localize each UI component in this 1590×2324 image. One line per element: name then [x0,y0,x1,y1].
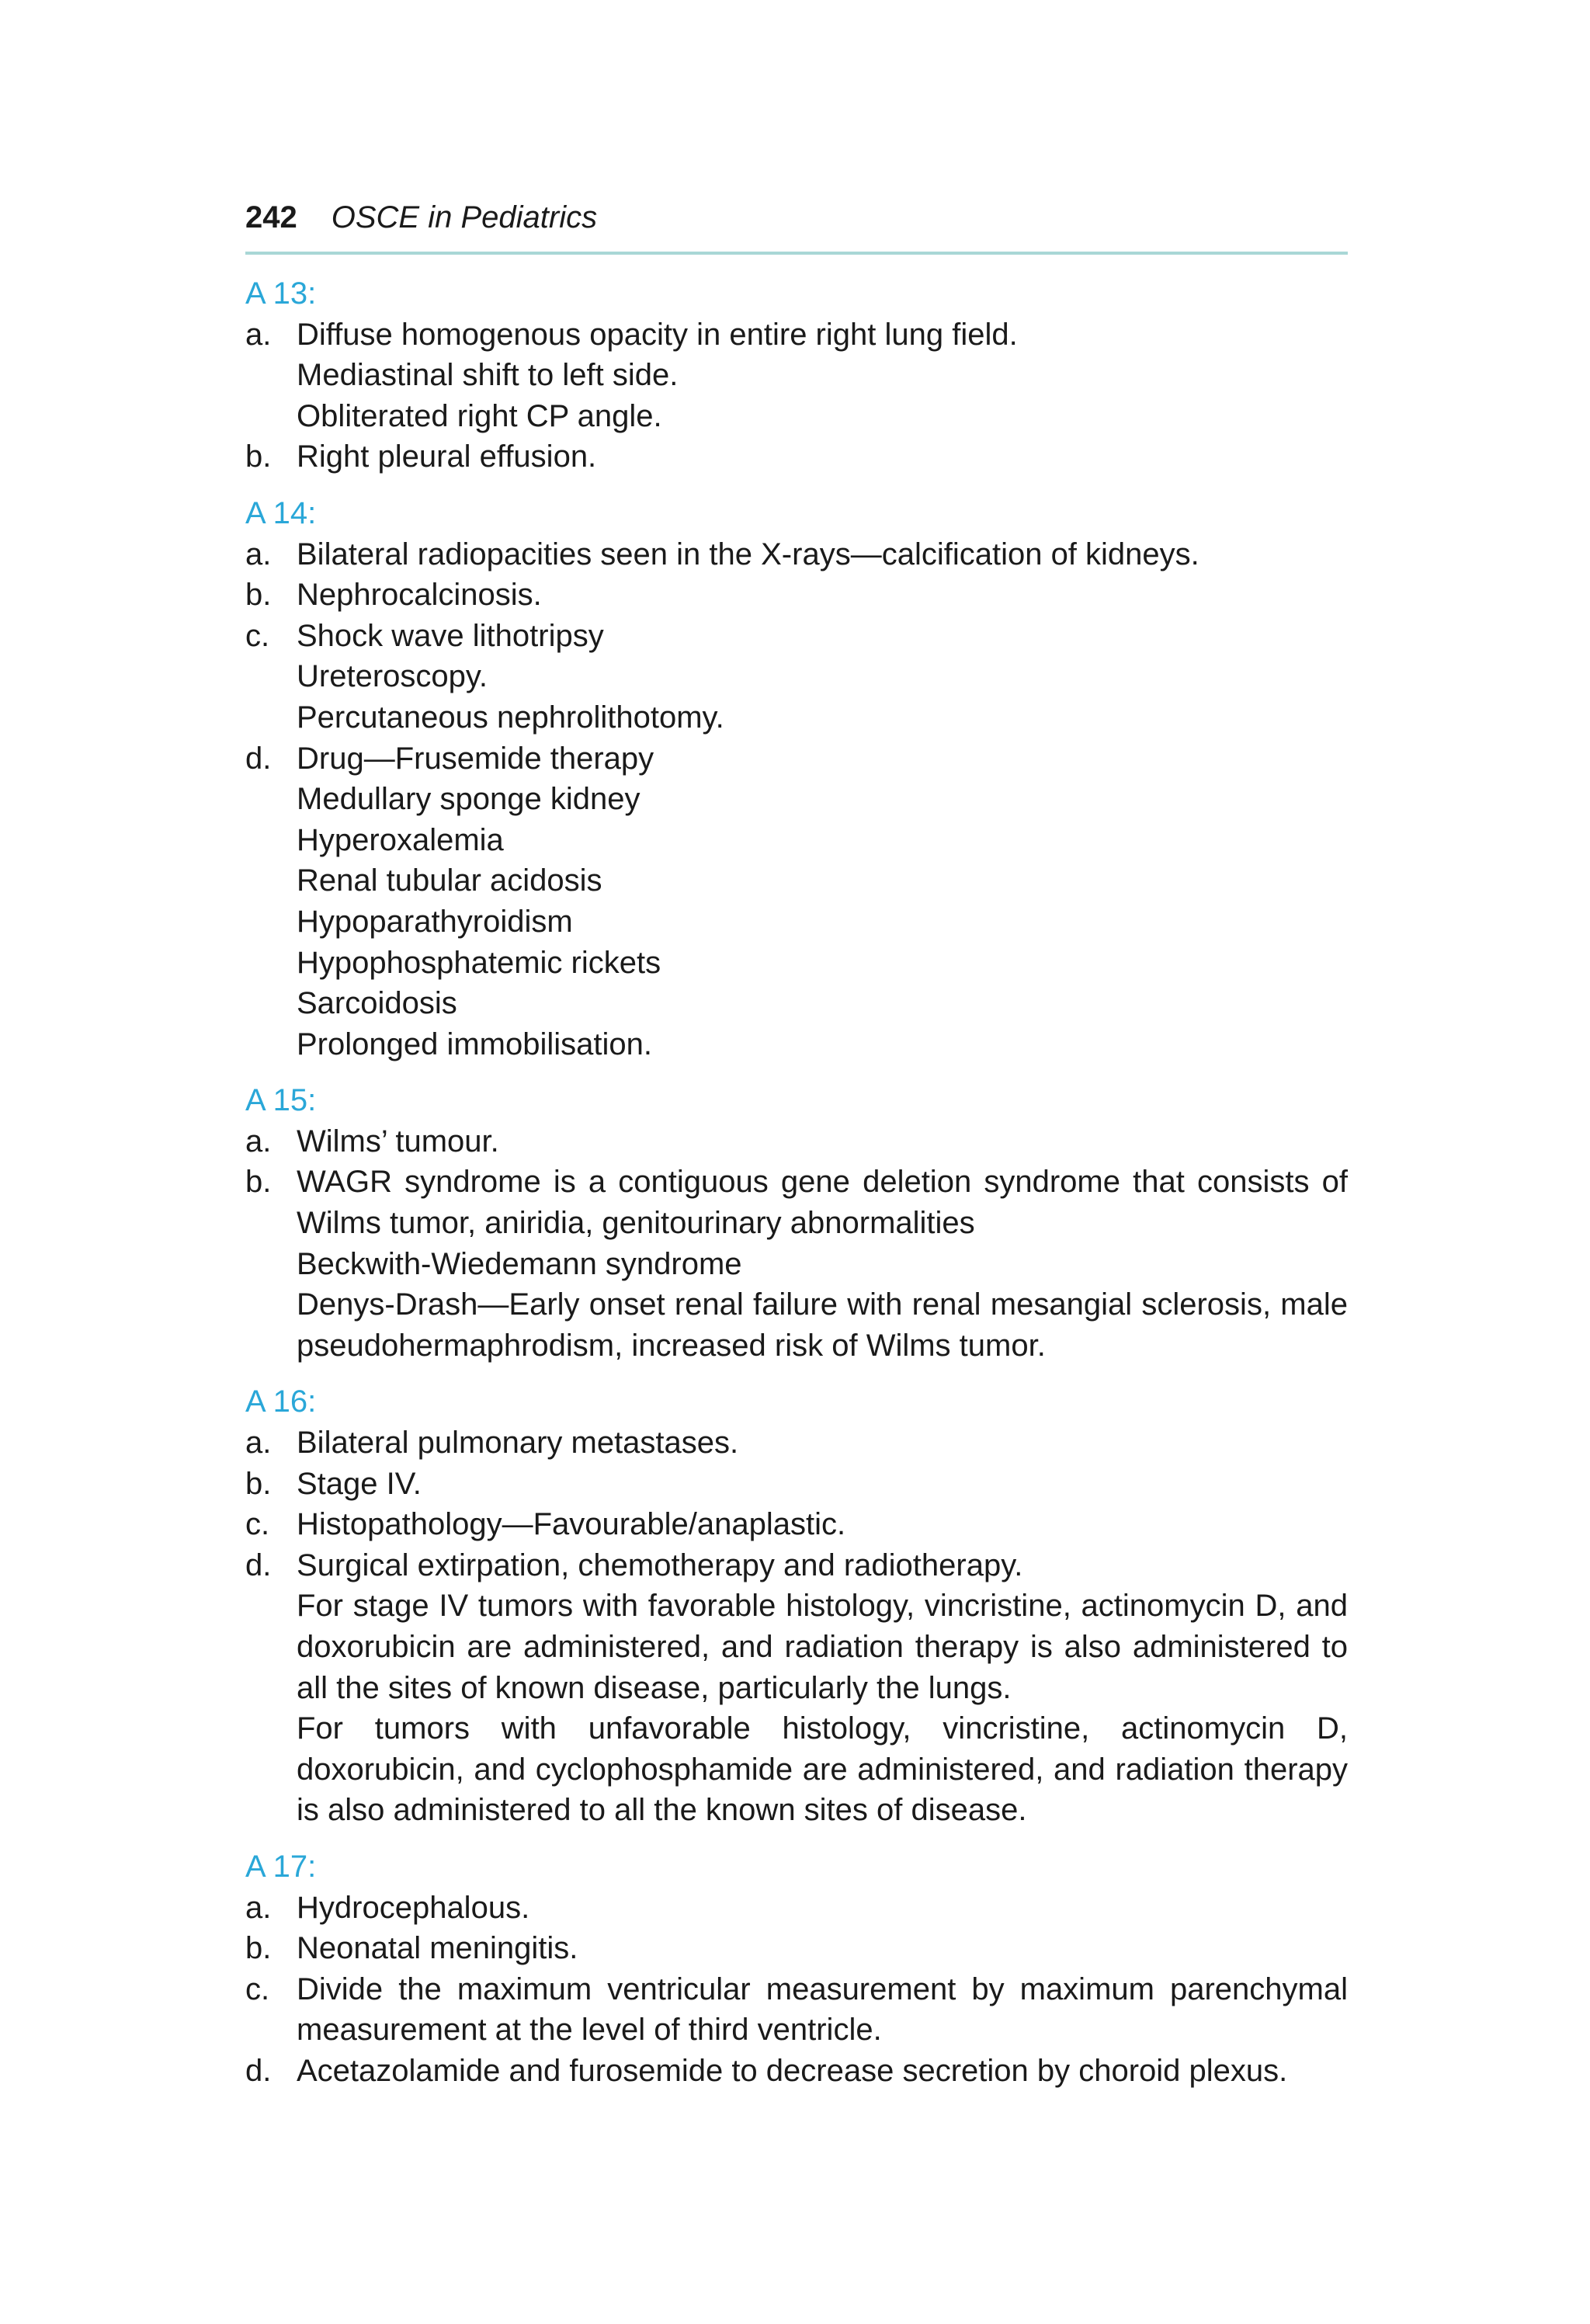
item-line: Ureteroscopy. [297,659,488,694]
item-line: Hypoparathyroidism [297,904,573,939]
answer-item [245,1121,1348,1162]
item-line: Percutaneous nephrolithotomy. [297,700,724,735]
page-number: 242 [245,200,297,234]
item-line: Histopathology—Favourable/anaplastic. [297,1507,846,1542]
item-line: Obliterated right CP angle. [297,398,662,433]
header-rule [245,252,1348,255]
answer-item [245,314,1348,437]
answer-14 [245,493,1348,1065]
answer-item [245,1504,1348,1545]
item-line: Shock wave lithotripsy [297,618,604,653]
item-line: Surgical extirpation, chemotherapy and radiotherapy. [297,1548,1023,1582]
answer-item [245,1464,1348,1505]
answer-item [245,738,1348,1065]
answer-item [245,1423,1348,1464]
item-line: Right pleural effusion. [297,439,597,474]
item-letter: c. [245,1971,270,2006]
item-letter: b. [245,1165,272,1200]
answer-heading: A 15: [245,1083,317,1118]
item-line: Hypophosphatemic rickets [297,945,661,980]
answer-item [245,436,1348,478]
item-letter: b. [245,1931,272,1966]
item-letter: a. [245,1124,272,1159]
answer-17 [245,1846,1348,2092]
answer-13 [245,273,1348,478]
item-letter: a. [245,1426,272,1461]
item-line: Renal tubular acidosis [297,863,602,898]
book-title: OSCE in Pediatrics [331,200,598,234]
item-line: Drug—Frusemide therapy [297,741,654,776]
answer-heading: A 14: [245,495,317,530]
item-line: Wilms’ tumour. [297,1124,499,1159]
item-line: Nephrocalcinosis. [297,578,542,613]
item-letter: c. [245,1507,270,1542]
item-letter: b. [245,439,272,474]
item-letter: a. [245,537,272,571]
item-paragraph: For stage IV tumors with favorable histology, vincristine, actinomycin D, and doxorubicin are administered, and radiation therapy is also administered to all the sites of known disease, particularly the lungs. [297,1589,1348,1705]
item-line: Prolonged immobilisation. [297,1027,653,1061]
item-letter: b. [245,578,272,613]
item-paragraph: WAGR syndrome is a contiguous gene deletion syndrome that consists of Wilms tumor, aniridia, genitourinary abnormalities [297,1165,1348,1241]
item-paragraph: For tumors with unfavorable histology, vincristine, actinomycin D, doxorubicin, and cyclophosphamide are administered, and radiation therapy is also administered to all the known sites of disease. [297,1711,1348,1828]
answer-15 [245,1080,1348,1366]
answer-item [245,534,1348,575]
item-line: Bilateral pulmonary metastases. [297,1426,739,1461]
item-line: Neonatal meningitis. [297,1931,578,1966]
item-line: Bilateral radiopacities seen in the X-rays—calcification of kidneys. [297,537,1199,571]
answer-item [245,616,1348,738]
answer-heading: A 13: [245,276,317,311]
item-paragraph: Divide the maximum ventricular measurement by maximum parenchymal measurement at the level of third ventricle. [297,1971,1348,2048]
answer-item [245,2051,1348,2092]
answer-heading: A 16: [245,1384,317,1419]
item-line: Medullary sponge kidney [297,782,641,817]
item-line: Diffuse homogenous opacity in entire right lung field. [297,317,1018,352]
answer-item [245,1162,1348,1366]
answer-heading: A 17: [245,1849,317,1884]
item-line: Mediastinal shift to left side. [297,358,679,393]
item-line: Sarcoidosis [297,986,457,1021]
item-letter: d. [245,741,272,776]
item-letter: d. [245,2053,272,2088]
item-line: Hyperoxalemia [297,822,504,857]
item-line: Hydrocephalous. [297,1890,530,1925]
item-paragraph: Denys-Drash—Early onset renal failure with renal mesangial sclerosis, male pseudohermaphrodism, increased risk of Wilms tumor. [297,1287,1348,1363]
item-letter: b. [245,1466,272,1501]
answer-item [245,1928,1348,1969]
answer-item [245,1969,1348,2051]
running-head [245,194,1348,241]
item-letter: d. [245,1548,272,1582]
answer-item [245,1545,1348,1831]
item-letter: a. [245,317,272,352]
answer-item [245,575,1348,616]
item-line: Stage IV. [297,1466,422,1501]
item-line: Beckwith-Wiedemann syndrome [297,1246,742,1281]
item-line: Acetazolamide and furosemide to decrease secretion by choroid plexus. [297,2053,1288,2088]
item-letter: a. [245,1890,272,1925]
page-content [245,194,1348,2107]
item-letter: c. [245,618,270,653]
answer-item [245,1888,1348,1929]
answer-16 [245,1381,1348,1831]
